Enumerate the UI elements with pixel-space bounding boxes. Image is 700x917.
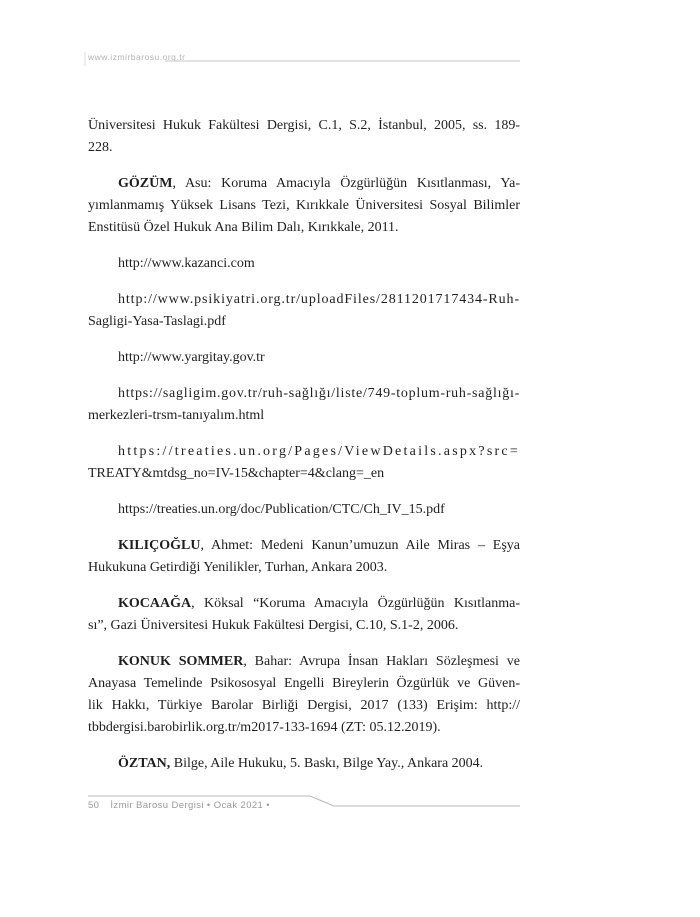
reference-entry xyxy=(88,253,520,275)
page-number: 50 xyxy=(88,800,100,811)
reference-text: sı”, Gazi Üniversitesi Hukuk Fakültesi Dergisi, C.10, S.1-2, 2006. xyxy=(88,618,459,633)
text-line xyxy=(88,717,520,739)
reference-entry xyxy=(88,593,520,637)
author-name: KOCAAĞA xyxy=(118,596,192,611)
header-website-url: www.izmirbarosu.org.tr xyxy=(88,52,186,62)
reference-entry xyxy=(88,441,520,485)
reference-entry xyxy=(88,289,520,333)
text-line xyxy=(88,347,520,369)
reference-text: yımlanmamış Yüksek Lisans Tezi, Kırıkkale Üniversitesi Sosyal Bilimler xyxy=(88,198,520,213)
text-line xyxy=(88,463,520,485)
reference-text: http://www.yargitay.gov.tr xyxy=(118,350,265,365)
text-line xyxy=(88,311,520,333)
reference-text: Üniversitesi Hukuk Fakültesi Dergisi, C.1, S.2, İstanbul, 2005, ss. 189- xyxy=(88,118,520,133)
text-line xyxy=(88,593,520,615)
author-name: KILIÇOĞLU xyxy=(118,538,201,553)
reference-text: https://sagligim.gov.tr/ruh-sağlığı/liste/749-toplum-ruh-sağlığı- xyxy=(118,386,520,401)
author-name: ÖZTAN, xyxy=(118,756,171,771)
text-line xyxy=(88,615,520,637)
text-line xyxy=(88,137,520,159)
text-line xyxy=(88,173,520,195)
reference-entry xyxy=(88,383,520,427)
text-line xyxy=(88,217,520,239)
author-name: KONUK SOMMER xyxy=(118,654,244,669)
footer-journal-title: İzmir Barosu Dergisi • Ocak 2021 • xyxy=(110,800,271,811)
reference-text: merkezleri-trsm-tanıyalım.html xyxy=(88,408,265,423)
reference-entry xyxy=(88,535,520,579)
reference-text: Sagligi-Yasa-Taslagi.pdf xyxy=(88,314,226,329)
reference-text: lik Hakkı, Türkiye Barolar Birliği Dergisi, 2017 (133) Erişim: http:// xyxy=(88,698,520,713)
reference-text: Bilge, Aile Hukuku, 5. Baskı, Bilge Yay., Ankara 2004. xyxy=(170,756,484,771)
text-line xyxy=(88,753,520,775)
footer xyxy=(88,800,520,811)
reference-text: tbbdergisi.barobirlik.org.tr/m2017-133-1694 (ZT: 05.12.2019). xyxy=(88,720,441,735)
author-name: GÖZÜM xyxy=(118,176,173,191)
reference-text: , Köksal “Koruma Amacıyla Özgürlüğün Kısıtlanma- xyxy=(191,596,520,611)
reference-text: , Bahar: Avrupa İnsan Hakları Sözleşmesi ve xyxy=(243,654,520,669)
text-line xyxy=(88,557,520,579)
bibliography xyxy=(88,115,520,775)
text-line xyxy=(88,289,520,311)
reference-text: 228. xyxy=(88,140,113,155)
reference-entry xyxy=(88,173,520,239)
reference-text: Hukukuna Getirdiği Yenilikler, Turhan, Ankara 2003. xyxy=(88,560,388,575)
reference-text: Anayasa Temelinde Psikososyal Engelli Bireylerin Özgürlük ve Güven- xyxy=(88,676,520,691)
reference-entry xyxy=(88,347,520,369)
reference-text: , Asu: Koruma Amacıyla Özgürlüğün Kısıtlanması, Ya- xyxy=(172,176,520,191)
reference-text: https://treaties.un.org/doc/Publication/CTC/Ch_IV_15.pdf xyxy=(118,502,445,517)
reference-text: TREATY&mtdsg_no=IV-15&chapter=4&clang=_en xyxy=(88,466,385,481)
text-line xyxy=(88,253,520,275)
text-line xyxy=(88,499,520,521)
reference-entry xyxy=(88,115,520,159)
reference-text: http://www.psikiyatri.org.tr/uploadFiles/2811201717434-Ruh- xyxy=(118,292,520,307)
text-line xyxy=(88,195,520,217)
text-line xyxy=(88,651,520,673)
text-line xyxy=(88,405,520,427)
text-line xyxy=(88,535,520,557)
text-line xyxy=(88,695,520,717)
reference-entry xyxy=(88,499,520,521)
text-line xyxy=(88,383,520,405)
reference-text: , Ahmet: Medeni Kanun’umuzun Aile Miras – Eşya xyxy=(200,538,520,553)
text-line xyxy=(88,115,520,137)
text-line xyxy=(88,673,520,695)
reference-text: Enstitüsü Özel Hukuk Ana Bilim Dalı, Kırıkkale, 2011. xyxy=(88,220,399,235)
reference-entry xyxy=(88,753,520,775)
reference-text: https://treaties.un.org/Pages/ViewDetails.aspx?src= xyxy=(118,444,520,459)
reference-entry xyxy=(88,651,520,739)
text-line xyxy=(88,441,520,463)
reference-text: http://www.kazanci.com xyxy=(118,256,255,271)
